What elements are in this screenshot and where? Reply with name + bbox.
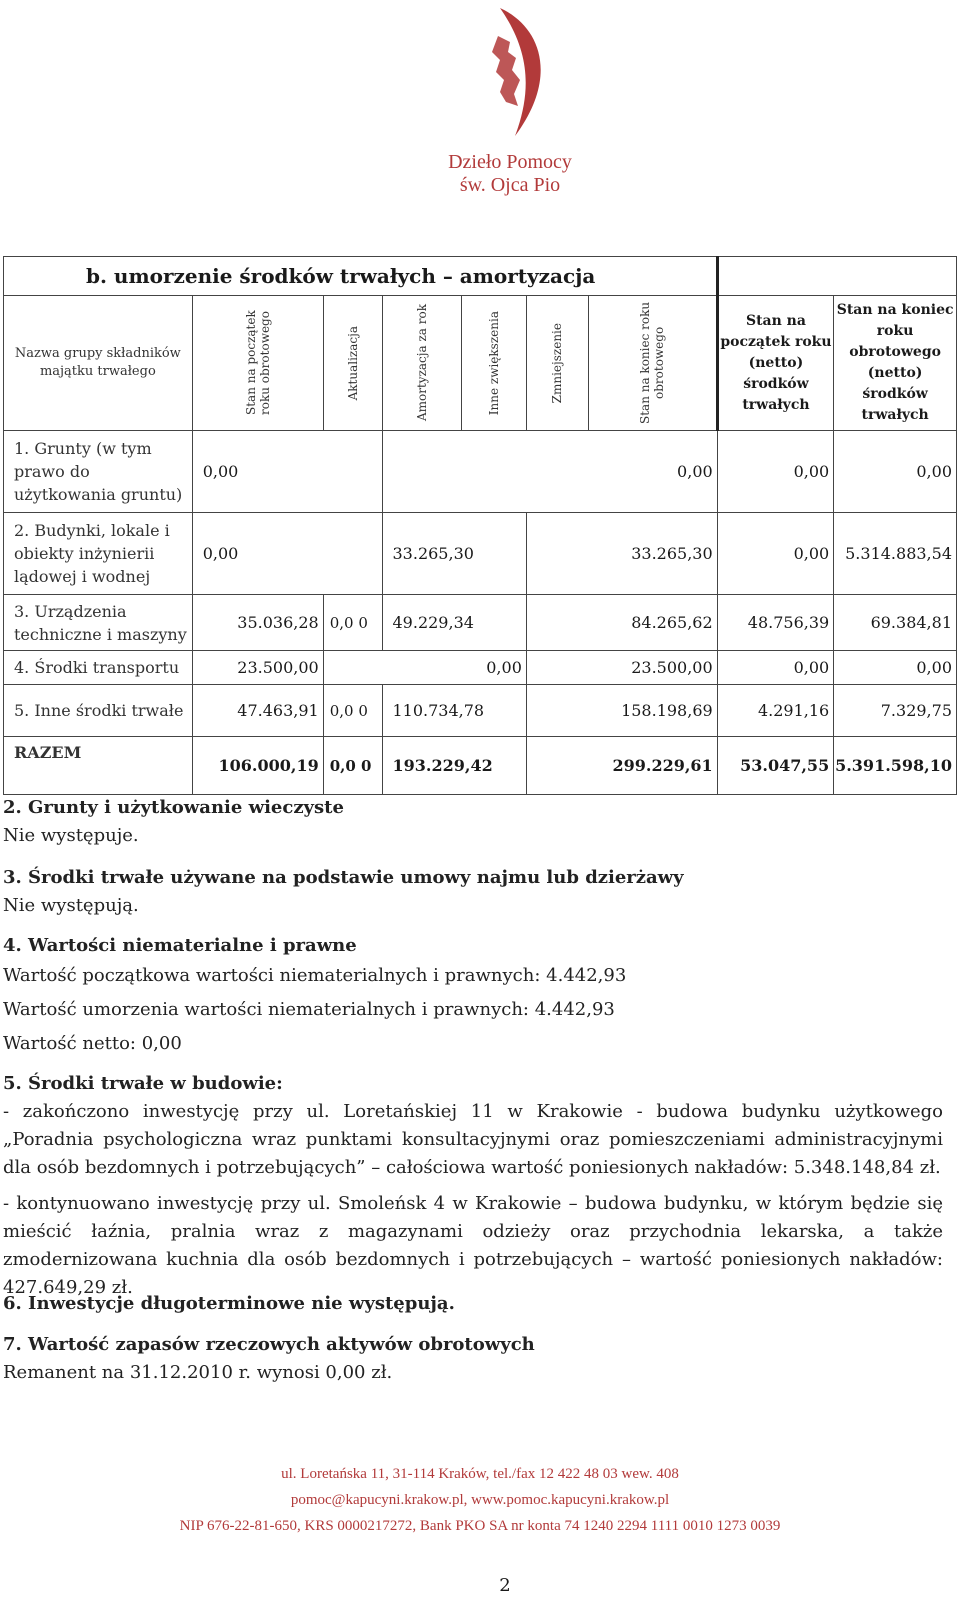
header-group-name: Nazwa grupy składników majątku trwałego (4, 296, 193, 431)
cell-net-start: 0,00 (717, 513, 834, 595)
table-row (4, 513, 957, 595)
header-amortization: Amortyzacja za rok (382, 296, 461, 431)
cell-end: 0,00 (382, 431, 717, 513)
section-7-text: Remanent na 31.12.2010 r. wynosi 0,00 zł. (3, 1362, 393, 1383)
cell-net-start: 53.047,55 (717, 737, 834, 795)
section-5-paragraph1: - zakończono inwestycję przy ul. Loretańskiej 11 w Krakowie - budowa budynku użytkowego „Poradnia psychologiczna wraz punktami konsultacyjnymi oraz pomieszczeniami administracyjnymi dla osób bezdomnych i potrzebujących” – całościowa wartość poniesionych nakładów: 5.348.148,84 zł. (3, 1101, 943, 1178)
table-row (4, 595, 957, 651)
cell-end: 23.500,00 (526, 651, 717, 685)
logo-text-line1: Dzieło Pomocy (448, 151, 572, 173)
footer-contact: pomoc@kapucyni.krakow.pl, www.pomoc.kapucyni.krakow.pl (290, 1492, 670, 1508)
cell-net-start: 0,00 (717, 431, 834, 513)
cell-end: 33.265,30 (526, 513, 717, 595)
section-5 (3, 1070, 943, 1302)
cell-amortization: 49.229,34 (382, 595, 526, 651)
section-7 (3, 1331, 943, 1387)
cell-amortization: 193.229,42 (382, 737, 526, 795)
cell-net-end: 0,00 (834, 431, 957, 513)
table-row (4, 431, 957, 513)
cell-update: 0,0 0 (323, 595, 382, 651)
table-title-empty-cell (717, 257, 956, 296)
header-net-end: Stan na koniec roku obrotowego (netto) środków trwałych (834, 296, 957, 431)
table-row-total (4, 737, 957, 795)
section-4-line1: Wartość początkowa wartości niematerialnych i prawnych: 4.442,93 (3, 965, 627, 986)
cell-net-end: 69.384,81 (834, 595, 957, 651)
footer-registry: NIP 676-22-81-650, KRS 0000217272, Bank PKO SA nr konta 74 1240 2294 1111 0010 1273 0039 (179, 1518, 781, 1534)
cell-net-end: 5.391.598,10 (834, 737, 957, 795)
section-2-text: Nie występuje. (3, 825, 139, 846)
cell-amortization: 33.265,30 (382, 513, 526, 595)
table-row (4, 685, 957, 737)
row-name: 3. Urządzenia techniczne i maszyny (4, 595, 193, 651)
header-end: Stan na koniec roku obrotowego (588, 296, 717, 431)
cell-start: 47.463,91 (192, 685, 323, 737)
cell-end: 299.229,61 (526, 737, 717, 795)
page-number: 2 (499, 1575, 511, 1596)
table-row (4, 651, 957, 685)
cell-start: 0,00 (192, 431, 382, 513)
table-title: b. umorzenie środków trwałych – amortyzacja (4, 257, 718, 296)
section-2 (3, 794, 943, 850)
logo-text-line2: św. Ojca Pio (459, 174, 561, 196)
header-decrease: Zmniejszenie (526, 296, 588, 431)
cell-update: 0,0 0 (323, 685, 382, 737)
section-4-title: 4. Wartości niematerialne i prawne (3, 935, 357, 956)
section-5-paragraph2: - kontynuowano inwestycję przy ul. Smoleńsk 4 w Krakowie – budowa budynku, w którym będzie się mieścić łaźnia, pralnia wraz z magazynami odzieży oraz przychodnia lekarska, a także zmodernizowana kuchnia dla osób bezdomnych i potrzebujących – wartość poniesionych nakładów: 427.649,29 zł. (3, 1193, 943, 1298)
cell-update: 0,0 0 (323, 737, 382, 795)
logo-figure-icon (470, 6, 550, 141)
section-4 (3, 932, 943, 1058)
cell-amortization: 110.734,78 (382, 685, 526, 737)
section-4-line3: Wartość netto: 0,00 (3, 1033, 182, 1054)
section-3 (3, 864, 943, 920)
header-update: Aktualizacja (323, 296, 382, 431)
section-3-text: Nie występują. (3, 895, 139, 916)
cell-end: 84.265,62 (526, 595, 717, 651)
cell-start: 23.500,00 (192, 651, 323, 685)
section-5-title: 5. Środki trwałe w budowie: (3, 1073, 283, 1094)
cell-start: 35.036,28 (192, 595, 323, 651)
cell-amortization: 0,00 (323, 651, 526, 685)
cell-net-start: 4.291,16 (717, 685, 834, 737)
section-7-title: 7. Wartość zapasów rzeczowych aktywów obrotowych (3, 1334, 535, 1355)
section-6-title: 6. Inwestycje długoterminowe nie występują. (3, 1293, 455, 1314)
depreciation-table (3, 256, 957, 795)
row-name: 5. Inne środki trwałe (4, 685, 193, 737)
header-net-start: Stan na początek roku (netto) środków trwałych (717, 296, 834, 431)
cell-end: 158.198,69 (526, 685, 717, 737)
cell-net-end: 7.329,75 (834, 685, 957, 737)
section-3-title: 3. Środki trwałe używane na podstawie umowy najmu lub dzierżawy (3, 867, 684, 888)
organization-logo (430, 6, 590, 196)
cell-net-start: 48.756,39 (717, 595, 834, 651)
cell-start: 0,00 (192, 513, 382, 595)
cell-start: 106.000,19 (192, 737, 323, 795)
header-other-increases: Inne zwiększenia (461, 296, 526, 431)
row-name: 1. Grunty (w tym prawo do użytkowania gruntu) (4, 431, 193, 513)
footer-address: ul. Loretańska 11, 31-114 Kraków, tel./fax 12 422 48 03 wew. 408 (281, 1466, 679, 1482)
section-4-line2: Wartość umorzenia wartości niematerialnych i prawnych: 4.442,93 (3, 999, 615, 1020)
cell-net-end: 0,00 (834, 651, 957, 685)
row-name: 2. Budynki, lokale i obiekty inżynierii lądowej i wodnej (4, 513, 193, 595)
section-2-title: 2. Grunty i użytkowanie wieczyste (3, 797, 344, 818)
header-start: Stan na początek roku obrotowego (192, 296, 323, 431)
row-name: RAZEM (4, 737, 193, 795)
cell-net-start: 0,00 (717, 651, 834, 685)
row-name: 4. Środki transportu (4, 651, 193, 685)
cell-net-end: 5.314.883,54 (834, 513, 957, 595)
